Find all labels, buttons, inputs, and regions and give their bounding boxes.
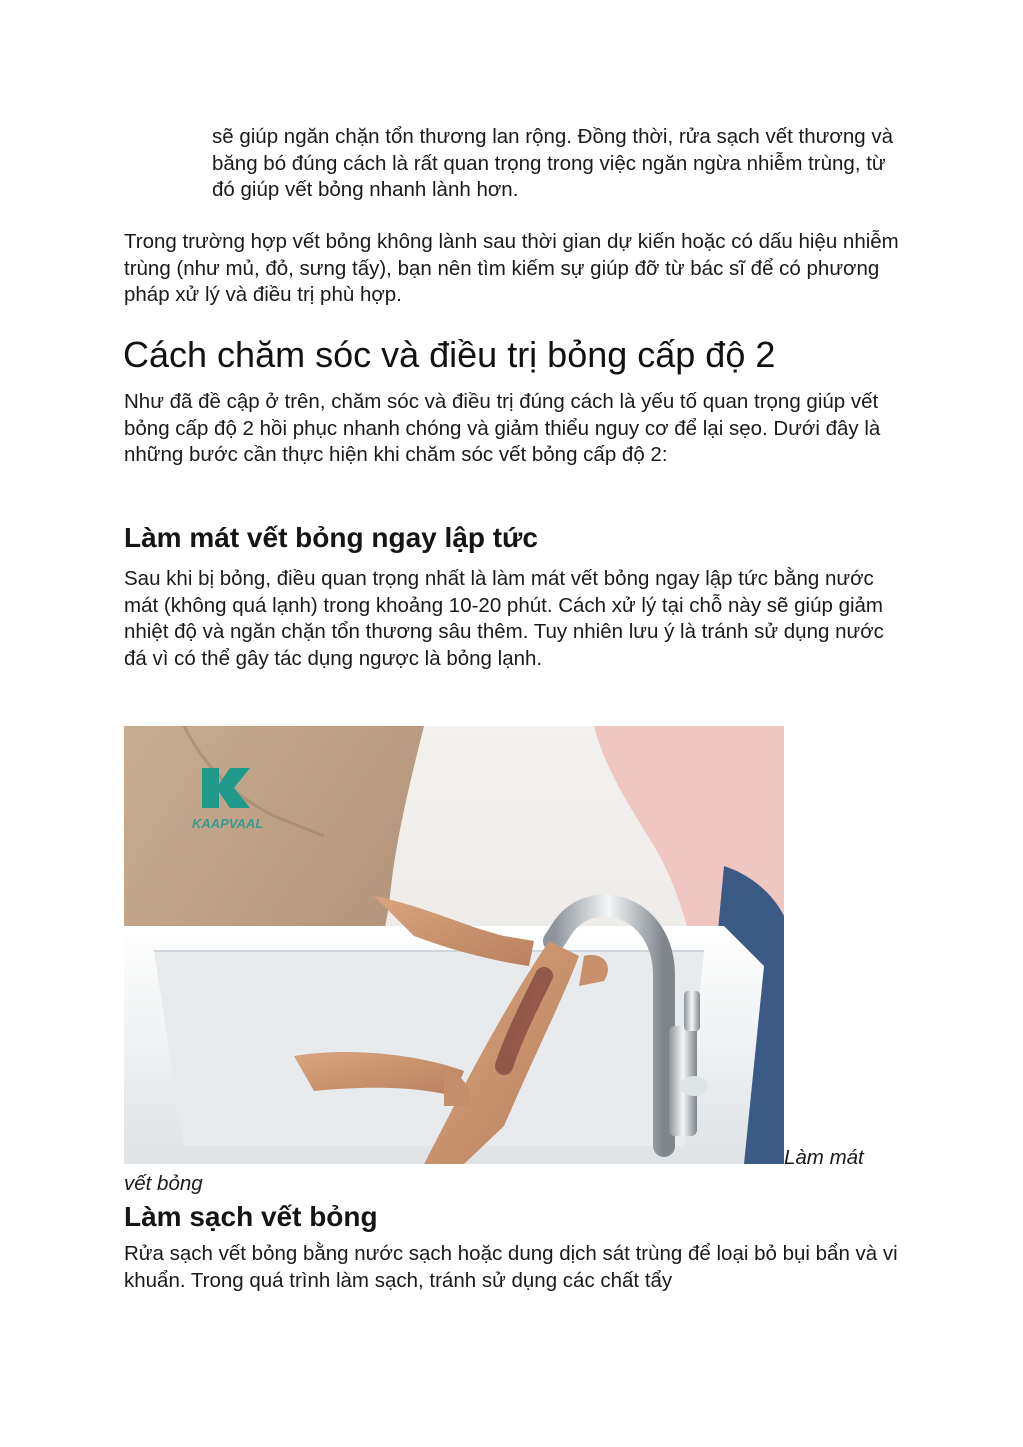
care-intro-paragraph: Như đã đề cập ở trên, chăm sóc và điều trị đúng cách là yếu tố quan trọng giúp vết bỏng cấp độ 2 hồi phục nhanh chóng và giảm thiểu nguy cơ để lại sẹo. Dưới đây là những bước cần thực hiện khi chăm sóc vết bỏng cấp độ 2: bbox=[124, 390, 881, 466]
figure-caption-line2: vết bỏng bbox=[124, 1172, 203, 1195]
intro-indented-paragraph: sẽ giúp ngăn chặn tổn thương lan rộng. Đồng thời, rửa sạch vết thương và băng bó đúng cách là rất quan trọng trong việc ngăn ngừa nhiễm trùng, từ đó giúp vết bỏng nhanh lành hơn. bbox=[212, 125, 893, 201]
infection-paragraph: Trong trường hợp vết bỏng không lành sau thời gian dự kiến hoặc có dấu hiệu nhiễm trùng (như mủ, đỏ, sưng tấy), bạn nên tìm kiếm sự giúp đỡ từ bác sĩ để có phương pháp xử lý và điều trị phù hợp. bbox=[124, 230, 899, 306]
logo-text: KAAPVAAL bbox=[192, 816, 264, 831]
subheading-cool-burn: Làm mát vết bỏng ngay lập tức bbox=[124, 522, 538, 553]
subheading-clean-burn: Làm sạch vết bỏng bbox=[124, 1201, 378, 1232]
burn-cooling-photo bbox=[124, 726, 784, 1164]
figure-caption-line1: Làm mát bbox=[784, 1146, 864, 1169]
section-heading-second-degree-care: Cách chăm sóc và điều trị bỏng cấp độ 2 bbox=[123, 334, 776, 375]
cool-burn-paragraph: Sau khi bị bỏng, điều quan trọng nhất là làm mát vết bỏng ngay lập tức bằng nước mát (không quá lạnh) trong khoảng 10-20 phút. Cách xử lý tại chỗ này sẽ giúp giảm nhiệt độ và ngăn chặn tổn thương sâu thêm. Tuy nhiên lưu ý là tránh sử dụng nước đá vì có thể gây tác dụng ngược là bỏng lạnh. bbox=[124, 567, 884, 670]
clean-burn-paragraph: Rửa sạch vết bỏng bằng nước sạch hoặc dung dịch sát trùng để loại bỏ bụi bẩn và vi khuẩn. Trong quá trình làm sạch, tránh sử dụng các chất tẩy bbox=[124, 1242, 898, 1292]
